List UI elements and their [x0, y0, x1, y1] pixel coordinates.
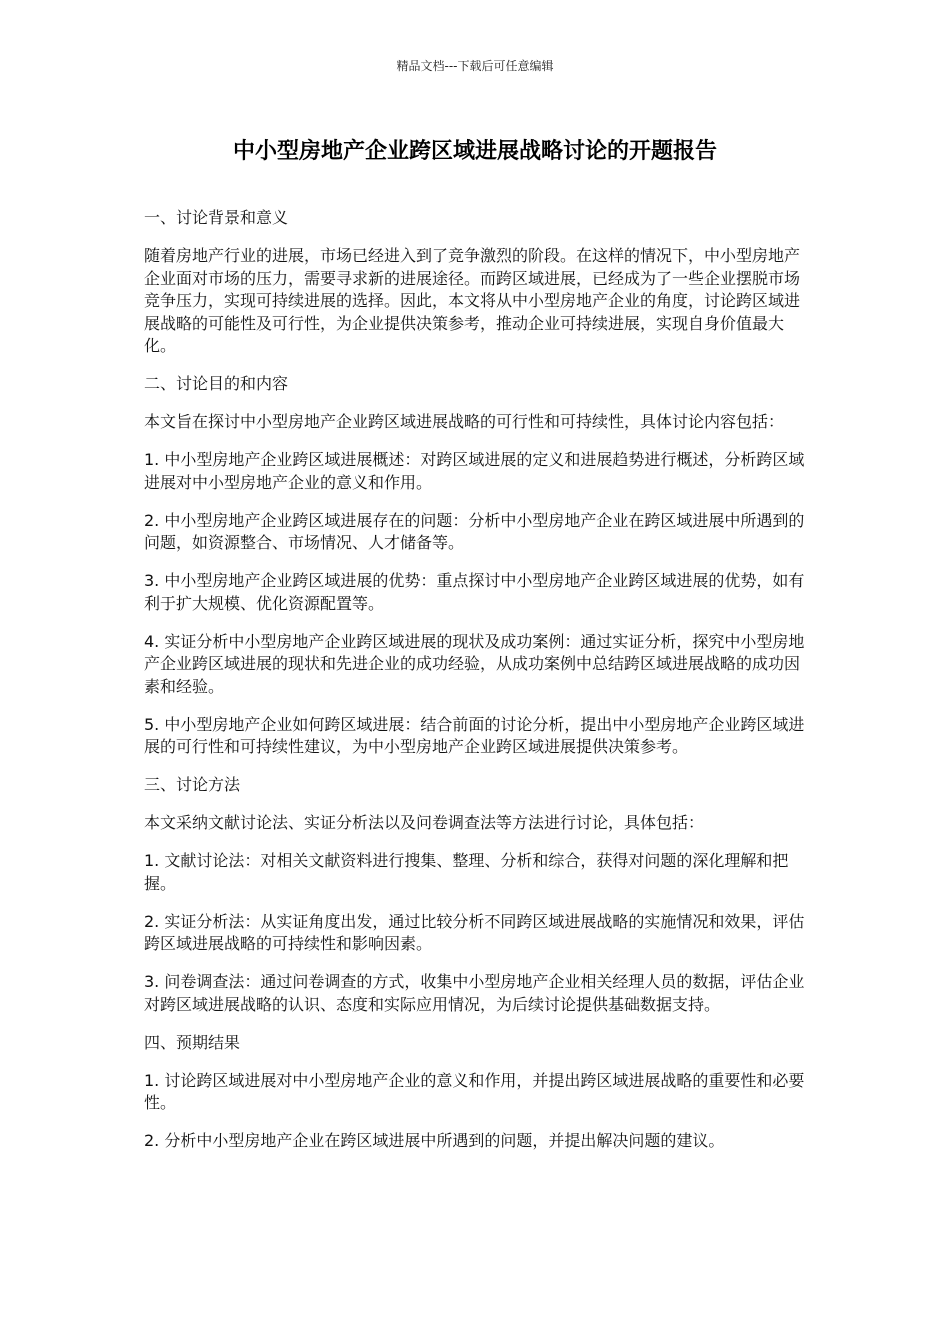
document-body	[144, 207, 806, 1168]
header-note: 精品文档---下载后可任意编辑	[396, 59, 554, 73]
list-item-purpose-4: 4. 实证分析中小型房地产企业跨区域进展的现状及成功案例：通过实证分析，探究中小型房地产企业跨区域进展的现状和先进企业的成功经验，从成功案例中总结跨区域进展战略的成功因素和经验。	[144, 631, 805, 696]
paragraph-methods-intro: 本文采纳文献讨论法、实证分析法以及问卷调查法等方法进行讨论，具体包括：	[144, 813, 705, 832]
paragraph-purpose-intro: 本文旨在探讨中小型房地产企业跨区域进展战略的可行性和可持续性，具体讨论内容包括：	[144, 412, 785, 431]
section-heading-purpose: 二、讨论目的和内容	[144, 374, 289, 393]
section-heading-results: 四、预期结果	[144, 1032, 241, 1052]
list-item-results-2: 2. 分析中小型房地产企业在跨区域进展中所遇到的问题，并提出解决问题的建议。	[144, 1131, 725, 1150]
list-item-results-1: 1. 讨论跨区域进展对中小型房地产企业的意义和作用，并提出跨区域进展战略的重要性和必要性。	[144, 1070, 805, 1112]
list-item-methods-1: 1. 文献讨论法：对相关文献资料进行搜集、整理、分析和综合，获得对问题的深化理解和把握。	[144, 851, 789, 893]
list-item-purpose-2: 2. 中小型房地产企业跨区域进展存在的问题：分析中小型房地产企业在跨区域进展中所遇到的问题，如资源整合、市场情况、人才储备等。	[144, 510, 805, 552]
section-heading-background: 一、讨论背景和意义	[144, 208, 289, 227]
section-heading-methods: 三、讨论方法	[144, 775, 241, 794]
paragraph-background: 随着房地产行业的进展，市场已经进入到了竞争激烈的阶段。在这样的情况下，中小型房地产企业面对市场的压力，需要寻求新的进展途径。而跨区域进展，已经成为了一些企业摆脱市场竞争压力，实现可持续进展的选择。因此，本文将从中小型房地产企业的角度，讨论跨区域进展战略的可能性及可行性，为企业提供决策参考，推动企业可持续进展，实现自身价值最大化。	[144, 246, 801, 355]
document-title: 中小型房地产企业跨区域进展战略讨论的开题报告	[232, 139, 717, 164]
list-item-methods-3: 3. 问卷调查法：通过问卷调查的方式，收集中小型房地产企业相关经理人员的数据，评估企业对跨区域进展战略的认识、态度和实际应用情况，为后续讨论提供基础数据支持。	[144, 972, 805, 1014]
list-item-purpose-1: 1. 中小型房地产企业跨区域进展概述：对跨区域进展的定义和进展趋势进行概述，分析跨区域进展对中小型房地产企业的意义和作用。	[144, 450, 805, 492]
list-item-methods-2: 2. 实证分析法：从实证角度出发，通过比较分析不同跨区域进展战略的实施情况和效果，评估跨区域进展战略的可持续性和影响因素。	[144, 911, 805, 953]
list-item-purpose-5: 5. 中小型房地产企业如何跨区域进展：结合前面的讨论分析，提出中小型房地产企业跨区域进展的可行性和可持续性建议，为中小型房地产企业跨区域进展提供决策参考。	[144, 714, 805, 756]
list-item-purpose-3: 3. 中小型房地产企业跨区域进展的优势：重点探讨中小型房地产企业跨区域进展的优势，如有利于扩大规模、优化资源配置等。	[144, 571, 805, 613]
